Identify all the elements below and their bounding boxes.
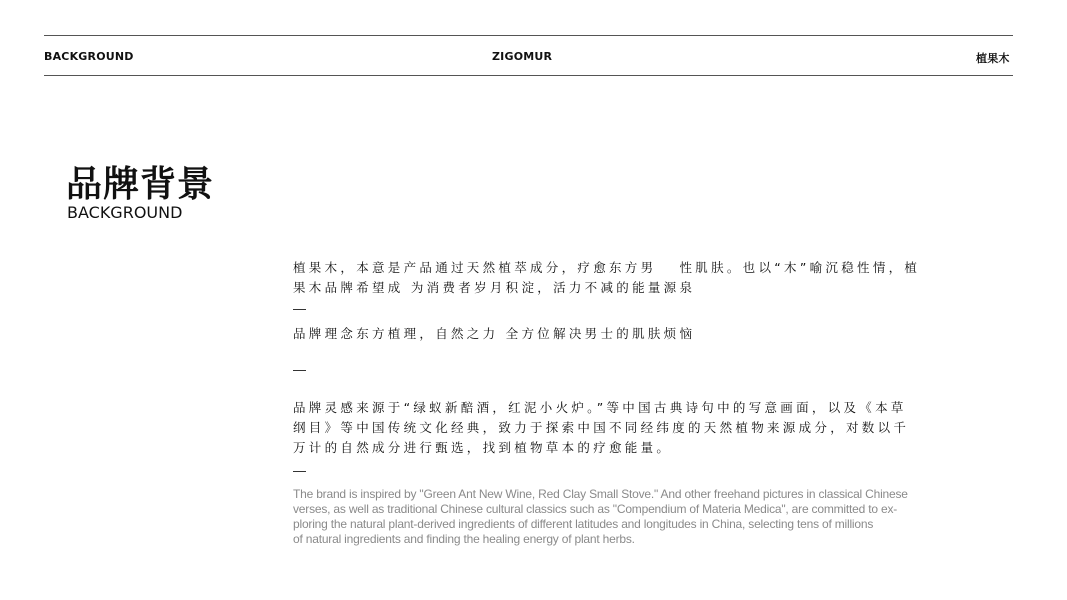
page-subtitle: BACKGROUND xyxy=(67,203,183,222)
english-line: ploring the natural plant-derived ingredients of different latitudes and longitudes in China, selecting tens of millions xyxy=(293,517,874,531)
english-line: verses, as well as traditional Chinese cultural classics such as "Compendium of Materia Medica", are committed to ex- xyxy=(293,502,898,516)
divider-dash xyxy=(293,370,306,371)
concept-line: 品牌理念东方植理，自然之力 全方位解决男士的肌肤烦恼 xyxy=(293,326,696,341)
divider-dash xyxy=(293,309,306,310)
english-line: of natural ingredients and finding the healing energy of plant herbs. xyxy=(293,532,635,546)
inspiration-line: 品牌灵感来源于“绿蚁新醅酒，红泥小火炉。”等中国古典诗句中的写意画面，以及《本草 xyxy=(293,400,907,415)
header-bottom-rule xyxy=(44,75,1013,76)
intro-line: 植果木，本意是产品通过天然植萃成分，疗愈东方男 性肌肤。也以“木”喻沉稳性情，植 xyxy=(293,260,921,275)
page-title: 品牌背景 xyxy=(66,164,215,205)
header-left-label: BACKGROUND xyxy=(44,50,134,63)
divider-dash xyxy=(293,471,306,472)
header-right-label: 植果木 xyxy=(976,52,1010,65)
english-line: The brand is inspired by "Green Ant New Wine, Red Clay Small Stove." And other freehand pictures in classical Chinese xyxy=(293,487,908,501)
inspiration-line: 纲目》等中国传统文化经典，致力于探索中国不同经纬度的天然植物来源成分，对数以千 xyxy=(293,420,910,435)
header-top-rule xyxy=(44,35,1013,36)
header-brand-name: ZIGOMUR xyxy=(492,50,553,63)
inspiration-line: 万计的自然成分进行甄选，找到植物草本的疗愈能量。 xyxy=(293,440,673,455)
intro-line: 果木品牌希望成 为消费者岁月积淀，活力不减的能量源泉 xyxy=(293,280,696,295)
